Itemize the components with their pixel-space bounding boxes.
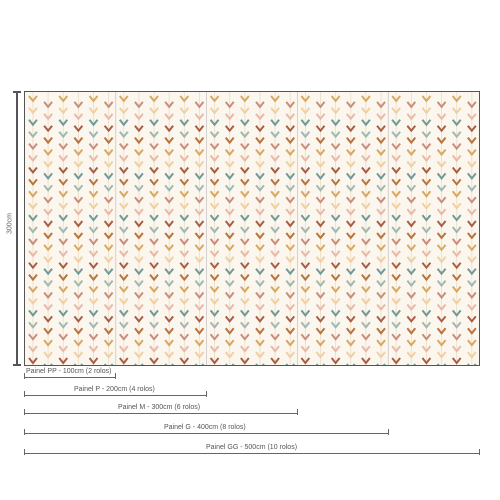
panel-gg-start-tick — [24, 449, 25, 455]
panel-p-label: Painel P - 200cm (4 rolos) — [74, 386, 155, 393]
panel-m-label: Painel M - 300cm (6 rolos) — [118, 404, 201, 411]
panel-m — [24, 404, 297, 418]
panel-m-end-tick — [297, 409, 298, 415]
height-dimension — [13, 91, 21, 366]
panel-pp — [24, 368, 115, 382]
wallpaper-mural-preview — [24, 91, 480, 366]
panel-gg-end-tick — [479, 449, 480, 455]
panel-gg-line — [24, 453, 480, 454]
panel-gg-label: Painel GG - 500cm (10 rolos) — [206, 444, 298, 451]
panel-p — [24, 386, 206, 400]
panel-p-start-tick — [24, 391, 25, 397]
height-dimension-bottom-tick — [13, 364, 21, 366]
panel-pp-line — [24, 377, 115, 378]
panel-g-end-tick — [388, 429, 389, 435]
panel-gg — [24, 444, 480, 458]
panel-g-start-tick — [24, 429, 25, 435]
panel-m-start-tick — [24, 409, 25, 415]
arrow-vine-pattern — [25, 92, 479, 365]
panel-pp-label: Painel PP - 100cm (2 rolos) — [26, 368, 112, 375]
height-dimension-top-tick — [13, 91, 21, 93]
panel-pp-start-tick — [24, 373, 25, 379]
panel-pp-end-tick — [115, 373, 116, 379]
panel-m-line — [24, 413, 297, 414]
panel-g-label: Painel G - 400cm (8 rolos) — [164, 424, 246, 431]
height-label: 300cm — [6, 213, 14, 235]
panel-g — [24, 424, 388, 438]
height-dimension-line — [16, 91, 18, 366]
panel-g-line — [24, 433, 388, 434]
panel-p-end-tick — [206, 391, 207, 397]
panel-p-line — [24, 395, 206, 396]
